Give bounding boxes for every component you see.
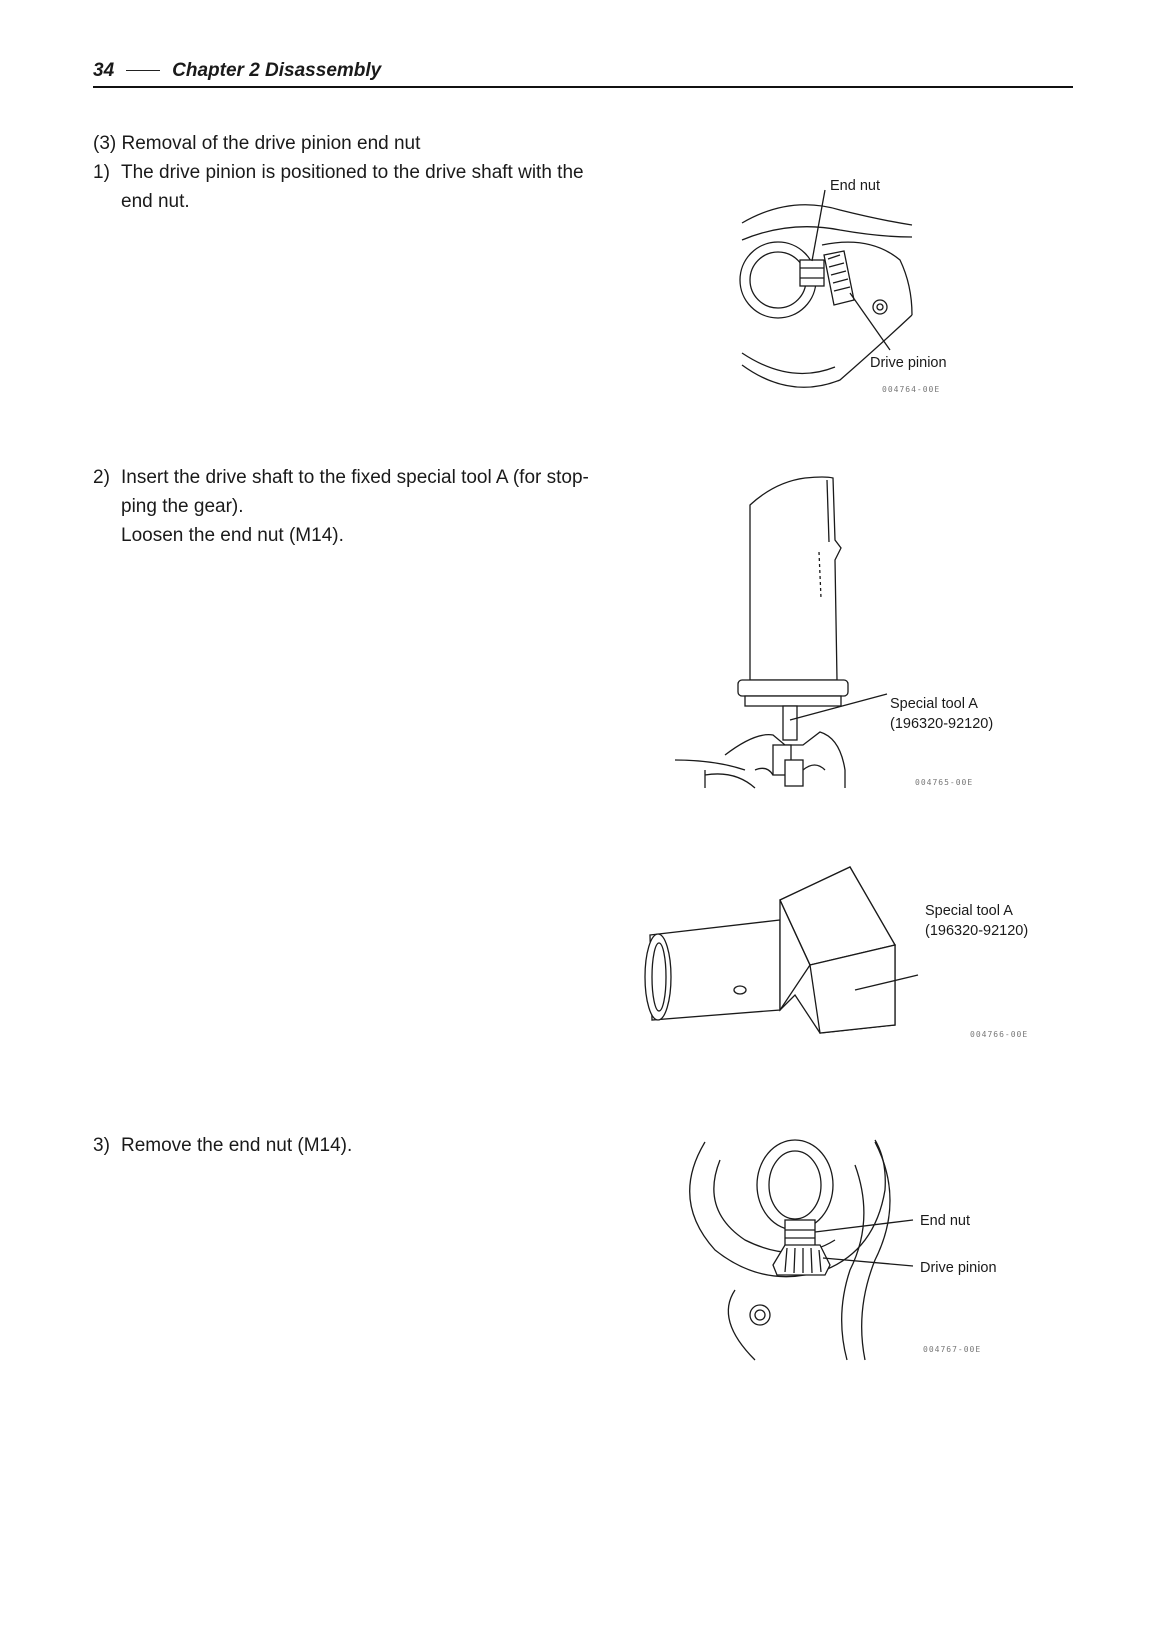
fig4-label-drive-pinion: Drive pinion [920,1260,997,1276]
step-1 [93,158,613,216]
fig2-code: 004765-00E [915,778,974,787]
figure-end-nut [730,175,970,410]
step-3 [93,1131,613,1160]
fig1-label-drive-pinion: Drive pinion [870,355,947,371]
fig4-code: 004767-00E [923,1345,982,1354]
step-line: Remove the end nut (M14). [121,1135,353,1156]
figure-remove-end-nut [675,1140,1015,1370]
step-line: Insert the drive shaft to the fixed special tool A (for stop- [121,467,589,488]
fig3-label-tool: Special tool A [925,903,1013,919]
step-number: 2) [93,467,110,488]
step-2 [93,463,613,550]
step-number: 1) [93,162,110,183]
figure-special-tool [640,855,1060,1055]
page-number: 34 [93,60,115,81]
fig1-code: 004764-00E [882,385,941,394]
step-number: 3) [93,1135,110,1156]
figure-4-drawing [675,1140,1015,1370]
section-heading: (3) Removal of the drive pinion end nut [93,133,421,154]
figure-1-drawing [730,175,970,410]
header-rule [93,86,1073,88]
step-line: Loosen the end nut (M14). [121,525,344,546]
chapter-title: Chapter 2 Disassembly [172,60,382,81]
fig3-label-part-number: (196320-92120) [925,923,1029,939]
fig1-label-end-nut: End nut [830,178,880,194]
step-line: end nut. [121,191,190,212]
fig2-label-part-number: (196320-92120) [890,716,994,732]
step-line: ping the gear). [121,496,244,517]
figure-3-drawing [640,855,1060,1055]
step-line: The drive pinion is positioned to the drive shaft with the [121,162,584,183]
header-dash [126,70,160,71]
fig4-label-end-nut: End nut [920,1213,970,1229]
fig2-label-tool: Special tool A [890,696,978,712]
fig3-code: 004766-00E [970,1030,1029,1039]
page-header [93,60,1073,82]
figure-special-tool-mounted [675,470,1015,800]
figure-2-drawing [675,470,1015,800]
